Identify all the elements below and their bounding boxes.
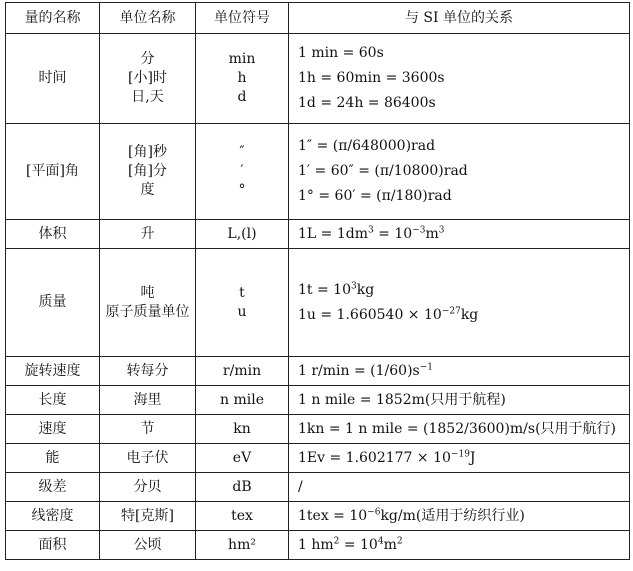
unit-symbol-line: kn xyxy=(233,420,251,437)
exponent: 3 xyxy=(367,224,374,235)
relation-text: 1tex = 10 xyxy=(298,507,368,524)
unit-name-cell xyxy=(100,220,196,249)
units-table xyxy=(5,2,630,560)
unit-name-line: 分贝 xyxy=(133,478,162,495)
unit-symbol-lines xyxy=(200,284,284,322)
si-relation-line xyxy=(298,507,625,526)
si-relation-lines xyxy=(298,391,625,410)
si-relation-cell xyxy=(289,357,630,386)
unit-symbol-line: ′ xyxy=(240,163,244,180)
relation-text: 1L = 1dm xyxy=(298,225,368,242)
unit-name-cell xyxy=(100,502,196,531)
unit-symbol-lines xyxy=(200,391,284,410)
table-row xyxy=(6,386,630,415)
unit-symbol-line: r/min xyxy=(222,362,262,379)
unit-name-lines xyxy=(104,50,191,107)
table-row xyxy=(6,357,630,386)
unit-name-line: 度 xyxy=(140,181,155,198)
si-relation-cell xyxy=(289,502,630,531)
unit-symbol-cell xyxy=(196,531,289,560)
exponent: 2 xyxy=(333,535,340,546)
si-relation-lines xyxy=(298,362,625,381)
relation-text: 1 hm xyxy=(298,536,334,553)
unit-name-cell xyxy=(100,357,196,386)
quantity-cell: 时间 xyxy=(6,34,100,124)
unit-name-line: [角]分 xyxy=(128,163,167,180)
si-relation-line xyxy=(298,187,625,206)
unit-symbol-lines xyxy=(200,449,284,468)
unit-symbol-line: eV xyxy=(232,449,252,466)
si-relation-lines xyxy=(298,449,625,468)
relation-text: kg/m(适用于纺织行业) xyxy=(380,507,525,524)
table-row xyxy=(6,531,630,560)
unit-name-lines xyxy=(104,449,191,468)
relation-text: m xyxy=(425,225,439,242)
si-relation-lines xyxy=(298,137,625,206)
unit-name-lines xyxy=(104,478,191,497)
relation-text: / xyxy=(298,478,303,495)
si-relation-cell xyxy=(289,386,630,415)
unit-name-line: 升 xyxy=(140,225,155,242)
unit-symbol-line: h xyxy=(237,70,247,87)
table-row xyxy=(6,415,630,444)
unit-symbol-lines xyxy=(200,362,284,381)
si-relation-line xyxy=(298,362,625,381)
unit-name-line: 海里 xyxy=(133,391,162,408)
table-row xyxy=(6,220,630,249)
table-row xyxy=(6,502,630,531)
relation-text: 1t = 10 xyxy=(298,281,351,298)
si-relation-cell xyxy=(289,473,630,502)
si-relation-lines xyxy=(298,281,625,325)
unit-name-line: 原子质量单位 xyxy=(105,303,190,320)
unit-name-line: 吨 xyxy=(140,284,155,301)
table-row xyxy=(6,444,630,473)
relation-text: J xyxy=(469,449,476,466)
quantity-cell: 质量 xyxy=(6,249,100,357)
table-row xyxy=(6,124,630,220)
si-relation-cell xyxy=(289,249,630,357)
si-relation-cell xyxy=(289,444,630,473)
exponent: 4 xyxy=(377,535,384,546)
relation-text: 1 r/min = (1/60)s xyxy=(298,362,420,379)
relation-text: 1u = 1.660540 × 10 xyxy=(298,306,442,323)
table-body xyxy=(6,34,630,560)
unit-symbol-cell xyxy=(196,502,289,531)
unit-name-lines xyxy=(104,143,191,200)
unit-name-cell xyxy=(100,124,196,220)
unit-name-cell xyxy=(100,386,196,415)
si-relation-lines xyxy=(298,44,625,113)
si-relation-lines xyxy=(298,507,625,526)
unit-name-line: [角]秒 xyxy=(128,144,167,161)
unit-symbol-line: d xyxy=(237,88,247,105)
exponent: 3 xyxy=(438,224,445,235)
relation-text: 1′ = 60″ = (π/10800)rad xyxy=(298,163,468,180)
exponent: −1 xyxy=(419,361,433,372)
si-relation-line xyxy=(298,69,625,88)
unit-name-lines xyxy=(104,536,191,555)
unit-symbol-cell xyxy=(196,220,289,249)
quantity-cell: 线密度 xyxy=(6,502,100,531)
si-relation-line xyxy=(298,225,625,244)
unit-name-cell xyxy=(100,249,196,357)
si-relation-line xyxy=(298,162,625,181)
unit-name-cell xyxy=(100,473,196,502)
si-relation-line xyxy=(298,94,625,113)
relation-text: kg xyxy=(356,281,375,298)
unit-symbol-cell xyxy=(196,386,289,415)
unit-name-line: [小]时 xyxy=(128,70,167,87)
unit-name-line: 节 xyxy=(140,420,155,437)
unit-symbol-line: n mile xyxy=(220,391,264,408)
unit-symbol-cell xyxy=(196,124,289,220)
unit-name-cell xyxy=(100,531,196,560)
unit-symbol-lines xyxy=(200,507,284,526)
si-relation-lines xyxy=(298,225,625,244)
si-relation-line xyxy=(298,281,625,300)
unit-name-lines xyxy=(104,362,191,381)
si-relation-lines xyxy=(298,478,625,497)
unit-symbol-line: ° xyxy=(238,181,246,198)
table-row xyxy=(6,34,630,124)
unit-symbol-line: min xyxy=(228,51,256,68)
si-relation-cell xyxy=(289,34,630,124)
si-relation-cell xyxy=(289,124,630,220)
table-row xyxy=(6,473,630,502)
relation-text: = 10 xyxy=(373,225,413,242)
unit-symbol-lines xyxy=(200,50,284,107)
si-relation-line xyxy=(298,44,625,63)
quantity-cell: 速度 xyxy=(6,415,100,444)
unit-symbol-line: u xyxy=(237,303,247,320)
header-quantity: 量的名称 xyxy=(6,3,100,34)
unit-symbol-lines xyxy=(200,420,284,439)
si-relation-cell xyxy=(289,220,630,249)
si-relation-line xyxy=(298,478,625,497)
relation-text: 1″ = (π/648000)rad xyxy=(298,138,436,155)
unit-name-line: 分 xyxy=(140,51,155,68)
unit-name-line: 日,天 xyxy=(131,88,164,105)
unit-name-cell xyxy=(100,415,196,444)
unit-symbol-line: dB xyxy=(232,478,252,495)
relation-text: kg xyxy=(460,306,479,323)
quantity-cell: 级差 xyxy=(6,473,100,502)
si-relation-line xyxy=(298,536,625,555)
exponent: −27 xyxy=(441,305,461,316)
unit-name-line: 特[克斯] xyxy=(121,507,174,524)
unit-symbol-cell xyxy=(196,473,289,502)
table-row xyxy=(6,249,630,357)
table-header-row xyxy=(6,3,630,34)
relation-text: 1kn = 1 n mile = (1852/3600)m/s(只用于航行) xyxy=(298,420,617,437)
relation-text: 1° = 60′ = (π/180)rad xyxy=(298,187,452,204)
si-relation-lines xyxy=(298,536,625,555)
unit-symbol-line: tex xyxy=(231,507,253,524)
quantity-cell: 能 xyxy=(6,444,100,473)
unit-name-cell xyxy=(100,34,196,124)
quantity-cell: 旋转速度 xyxy=(6,357,100,386)
header-unit-symbol: 单位符号 xyxy=(196,3,289,34)
si-relation-line xyxy=(298,306,625,325)
unit-name-lines xyxy=(104,507,191,526)
relation-text: m xyxy=(383,536,397,553)
unit-symbol-cell xyxy=(196,415,289,444)
exponent: 2 xyxy=(396,535,403,546)
exponent: −6 xyxy=(367,506,381,517)
relation-text: 1Ev = 1.602177 × 10 xyxy=(298,449,451,466)
quantity-cell: 长度 xyxy=(6,386,100,415)
quantity-cell: 体积 xyxy=(6,220,100,249)
header-si-relation: 与 SI 单位的关系 xyxy=(289,3,630,34)
unit-name-lines xyxy=(104,420,191,439)
unit-symbol-lines xyxy=(200,225,284,244)
unit-symbol-lines xyxy=(200,478,284,497)
quantity-cell: 面积 xyxy=(6,531,100,560)
si-relation-line xyxy=(298,420,625,439)
si-relation-line xyxy=(298,449,625,468)
unit-name-line: 电子伏 xyxy=(126,449,169,466)
unit-symbol-cell xyxy=(196,357,289,386)
unit-symbol-lines xyxy=(200,536,284,555)
unit-symbol-cell xyxy=(196,249,289,357)
unit-name-cell xyxy=(100,444,196,473)
si-relation-lines xyxy=(298,420,625,439)
unit-name-lines xyxy=(104,225,191,244)
relation-text: 1h = 60min = 3600s xyxy=(298,70,445,87)
si-relation-cell xyxy=(289,531,630,560)
unit-name-line: 公顷 xyxy=(133,536,162,553)
exponent: −19 xyxy=(450,448,470,459)
unit-symbol-line: ″ xyxy=(239,144,245,161)
quantity-cell: [平面]角 xyxy=(6,124,100,220)
exponent: −3 xyxy=(412,224,426,235)
unit-name-lines xyxy=(104,391,191,410)
unit-symbol-lines xyxy=(200,143,284,200)
si-relation-line xyxy=(298,391,625,410)
relation-text: 1 min = 60s xyxy=(298,45,384,62)
si-relation-cell xyxy=(289,415,630,444)
relation-text: 1d = 24h = 86400s xyxy=(298,94,436,111)
unit-symbol-cell xyxy=(196,34,289,124)
exponent: 3 xyxy=(350,280,357,291)
unit-symbol-line: hm² xyxy=(228,536,256,553)
si-relation-line xyxy=(298,137,625,156)
unit-symbol-line: t xyxy=(239,284,245,301)
header-unit-name: 单位名称 xyxy=(100,3,196,34)
relation-text: = 10 xyxy=(339,536,378,553)
unit-name-line: 转每分 xyxy=(126,362,169,379)
unit-name-lines xyxy=(104,284,191,322)
relation-text: 1 n mile = 1852m(只用于航程) xyxy=(298,391,506,408)
unit-symbol-line: L,(l) xyxy=(227,225,257,242)
unit-symbol-cell xyxy=(196,444,289,473)
